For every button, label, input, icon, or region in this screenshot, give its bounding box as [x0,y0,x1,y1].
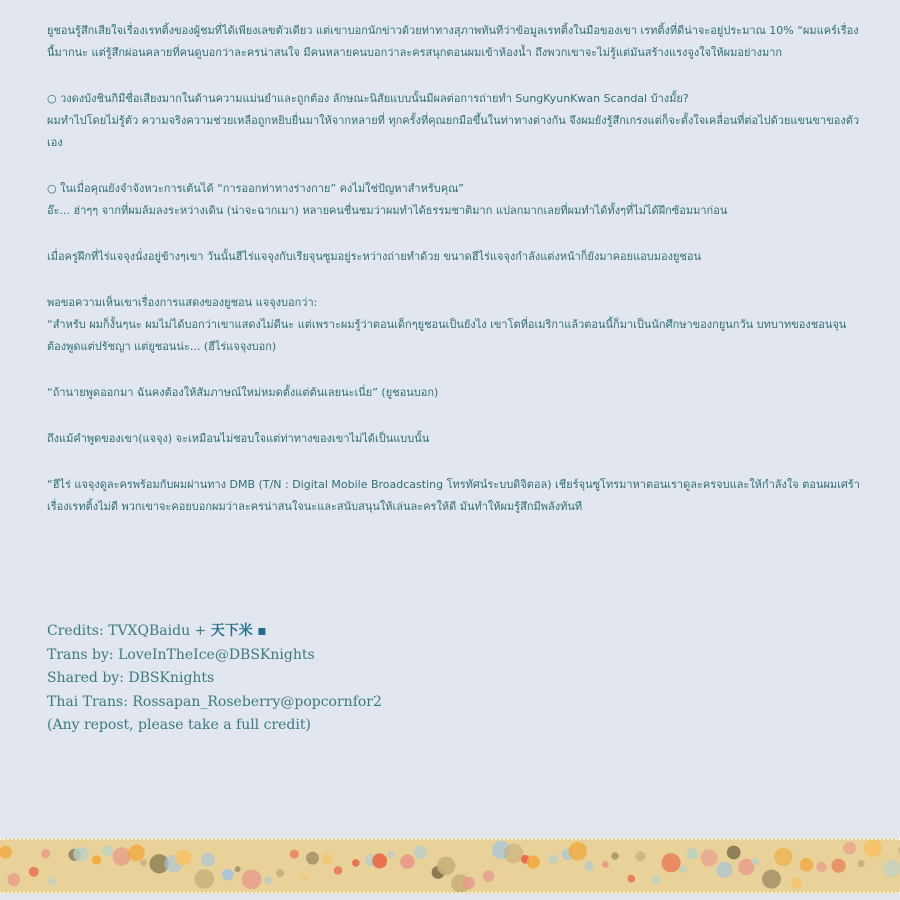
paragraph-3: ○ ในเมื่อคุณยังจำจังหวะการเต้นได้ “การออกท่าทางร่างกาย” คงไม่ใช่ปัญหาสำหรับคุณ” อ๊ะ... ฮ่าๆๆ จากที่ผมล้มลงระหว่างเดิน (น่าจะฉากเมา) หลายคนชื่นชมว่าผมทำได้ธรรมชาติมาก แปลกมากเลยที่ผมทำได้ทั้งๆที่ไม่ได้ฝึกซ้อมมาก่อน [47,182,728,217]
decorative-dot [0,846,12,859]
decorative-dot [334,866,342,874]
decorative-dot [652,875,661,884]
decorative-dot [752,858,759,865]
credits-trans: Trans by: LoveInTheIce@DBSKnights [47,646,315,663]
decorative-dot [816,862,826,872]
decorative-dot [175,850,191,866]
decorative-dot [276,869,284,877]
decorative-dot [102,845,113,856]
decorative-dot [387,851,394,858]
decorative-dot [883,860,900,878]
decorative-dot [727,846,741,860]
paragraph-8: “ฮีไร่ แจจุงดูละครพร้อมกับผมผ่านทาง DMB (T/N : Digital Mobile Broadcasting โทรทัศน์ระบบดิจิตอล) เชียร์จุนซูโทรมาหาตอนเราดูละครจบและให้กำลังใจ ตอนผมเศร้าเรื่องเรทติ้งไม่ดี พวกเขาจะคอยบอกผมว่าละครน่าสนใจนะและสนับสนุนให้เล่นละครให้ดี มันทำให้ผมรู้สึกมีพลังทันที [47,478,860,513]
decorative-dot [235,866,241,872]
decorative-dot [864,840,882,857]
paragraph-6: “ถ้านายพูดออกมา ฉันคงต้องให้สัมภาษณ์ใหม่หมดตั้งแต่ต้นเลยนะเนี่ย” (ยูชอนบอก) [47,386,439,399]
decorative-dot [113,847,131,865]
credits-shared: Shared by: DBSKnights [47,670,215,686]
decorative-dot [549,854,558,863]
decorative-dot [463,877,475,889]
paragraph-4: เมื่อครูฝึกที่ไร่แจจุงนั่งอยู่ข้างๆเขา วันนั้นฮีไร่แจจุงกับเรียจุนซูมอยู่ระหว่างถ่ายทำด้วย ขนาดฮีไร่แจจุงกำลังแต่งหน้าก็ยังมาคอยแอบมองยูชอน [47,250,702,263]
decorative-dot [195,869,215,889]
credits-cjk: 天下米 [210,623,253,639]
credits-prefix: Credits: TVXQBaidu + [47,623,211,639]
credits-repost: (Any repost, please take a full credit) [47,717,311,733]
paragraph-2: ○ วงดงบังชินกิมีชื่อเสียงมากในด้านความแม่นยำและถูกต้อง ลักษณะนิสัยแบบนั้นมีผลต่อการถ่ายทำ SungKyunKwan Scandal บ้างมั้ย? ผมทำไปโดยไม่รู้ตัว ความจริงความช่วยเหลือถูกหยิบยื่นมาให้จากหลายที่ ทุกครั้งที่คุณยกมือขึ้นในท่าทางต่างกัน จึงผมยังรู้สึกเกรงแต่ก็จะตั้งใจเคลื่อนที่ต่อไปด้วยแขนขาของตัวเอง [47,92,860,149]
decorative-dot [636,851,646,861]
decorative-dot [372,853,387,868]
credits-source-line [47,620,382,644]
credits-block [47,620,382,738]
decorative-dot [661,853,680,872]
decorative-dot [322,853,333,864]
decorative-dot [7,873,20,886]
article-body [47,20,862,542]
decorative-dot [400,854,414,868]
decorative-dot [437,857,455,875]
decorative-dot [611,852,618,859]
credits-thai-trans: Thai Trans: Rossapan_Roseberry@popcornfor2 [47,693,382,710]
paragraph-7: ถึงแม้คำพูดของเขา(แจจุง) จะเหมือนไม่ชอบใจแต่ท่าทางของเขาไม่ได้เป็นแบบนั้น [47,432,430,445]
paragraph-1: ยูชอนรู้สึกเสียใจเรื่องเรทติ้งของผู้ชมที่ได้เพียงเลขตัวเดียว แต่เขาบอกนักข่าวด้วยท่าทางสุภาพทันทีว่าข้อมูลเรทติ้งในมือของเขา เรทติ้งที่ดีน่าจะอยู่ประมาณ 10% “ผมแคร์เรื่องนี้มากนะ แต่รู้สึกผ่อนคลายที่คนดูบอกว่าละครน่าสนใจ มีคนหลายคนบอกว่าละครสนุกตอนผมเข้าห้องน้ำ ถึงพวกเขาจะไม่รู้แต่มันสร้างแรงจูงใจให้ผมอย่างมาก [47,24,859,59]
decorative-dot [774,848,792,866]
decorative-dot [602,861,609,868]
decorative-dot [679,865,687,873]
decorative-dot [762,870,781,889]
decorative-dot [504,844,524,864]
decorative-dot [701,849,718,866]
decorative-dot [352,859,360,867]
decorative-dot [73,846,88,861]
decorative-dot [568,842,587,861]
decorative-dot [242,870,262,890]
decorative-dot [687,848,698,859]
decorative-dot [201,853,215,867]
decorative-dot [222,869,234,881]
decorative-dot [92,855,101,864]
decorative-dot [48,878,56,886]
polka-dot-pattern [0,840,900,892]
decorative-dot [264,876,272,884]
decorative-dot [140,859,147,866]
decorative-dot [306,852,319,865]
decorative-dot [483,871,494,882]
decorative-dot [290,850,299,859]
decorative-dot [800,858,814,872]
decorative-dot [717,862,733,878]
decorative-dot [301,875,307,881]
decorative-dot [858,860,865,867]
decorative-dotted-border [0,838,900,894]
decorative-dot [791,878,802,889]
credits-mark: ▪ [257,623,267,639]
decorative-dot [843,842,856,855]
decorative-dot [414,846,427,859]
decorative-dot [128,845,145,862]
decorative-dot [29,867,39,877]
paragraph-5: พอขอความเห็นเขาเรื่องการแสดงของยูชอน แจจุงบอกว่า: “สำหรับ ผมก็งั้นๆนะ ผมไม่ได้บอกว่าเขาแสดงไม่ดีนะ แต่เพราะผมรู้ว่าตอนเด็กๆยูชอนเป็นยังไง เขาโตที่อเมริกาแล้วตอนนี้ก็มาเป็นนักศึกษาของกยูนกวัน บทบาทของชอนจุนต้องพูดแต่ปรัชญา แต่ยูชอนน่ะ... (ฮีไร่แจจุงบอก) [47,296,847,353]
decorative-dot [527,855,540,868]
decorative-dot [584,862,594,872]
decorative-dot [41,849,50,858]
decorative-dot [627,875,635,883]
decorative-dot [832,859,846,873]
